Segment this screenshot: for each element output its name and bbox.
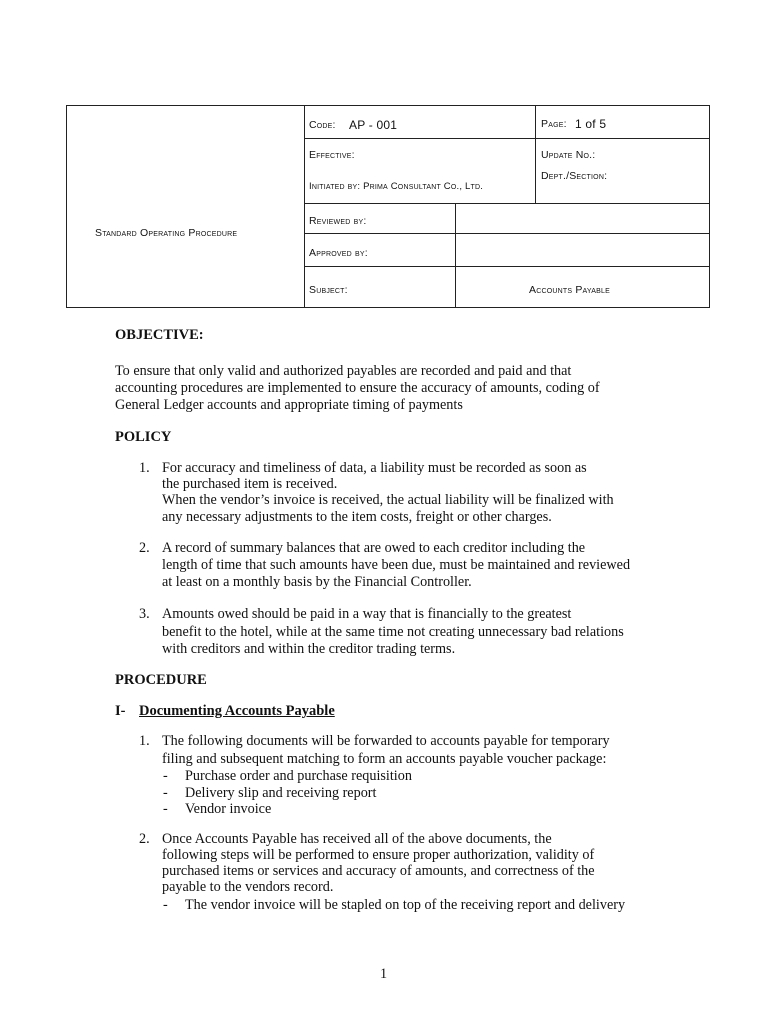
procedure-item-1-bullet-1: Purchase order and purchase requisition — [185, 768, 412, 784]
procedure-item-1-line-1: The following documents will be forwarded to accounts payable for temporary — [162, 733, 610, 749]
sop-title: Standard Operating Procedure — [95, 227, 238, 239]
policy-item-2-line-2: length of time that such amounts have been due, must be maintained and reviewed — [162, 557, 631, 573]
subject-label: Subject: — [309, 284, 348, 296]
objective-heading: OBJECTIVE: — [115, 327, 204, 343]
page-label: Page: — [541, 118, 567, 130]
procedure-heading: PROCEDURE — [115, 672, 207, 688]
policy-heading: POLICY — [115, 429, 172, 445]
policy-item-3-line-2: benefit to the hotel, while at the same time not creating unnecessary bad relations — [162, 624, 624, 640]
policy-item-1-line-4: any necessary adjustments to the item costs, freight or other charges. — [162, 509, 552, 525]
approved-by-label: Approved by: — [309, 247, 368, 259]
procedure-item-2-line-2: following steps will be performed to ensure proper authorization, validity of — [162, 847, 595, 863]
procedure-item-1-number: 1. — [139, 733, 150, 749]
page-value: 1 of 5 — [575, 117, 607, 131]
objective-line-2: accounting procedures are implemented to ensure the accuracy of amounts, coding of — [115, 380, 600, 396]
policy-item-2-line-3: at least on a monthly basis by the Financial Controller. — [162, 574, 472, 590]
code-value: AP - 001 — [349, 118, 398, 132]
section-number: I- — [115, 703, 126, 719]
policy-item-3-number: 3. — [139, 606, 150, 622]
update-no-label: Update No.: — [541, 149, 596, 161]
reviewed-by-label: Reviewed by: — [309, 215, 367, 227]
bullet-dash: - — [163, 801, 168, 817]
initiated-by-label: Initiated by: Prima Consultant Co., Ltd. — [309, 181, 484, 192]
policy-item-2-number: 2. — [139, 540, 150, 556]
policy-item-1-line-3: When the vendor’s invoice is received, the actual liability will be finalized with — [162, 492, 614, 508]
section-title: Documenting Accounts Payable — [139, 703, 335, 719]
bullet-dash: - — [163, 785, 168, 801]
objective-line-1: To ensure that only valid and authorized payables are recorded and paid and that — [115, 363, 572, 379]
procedure-item-1-bullet-2: Delivery slip and receiving report — [185, 785, 377, 801]
subject-value: Accounts Payable — [529, 284, 610, 296]
procedure-item-2-bullet-1: The vendor invoice will be stapled on top of the receiving report and delivery — [185, 897, 626, 913]
bullet-dash: - — [163, 897, 168, 913]
procedure-item-1-line-2: filing and subsequent matching to form an accounts payable voucher package: — [162, 751, 607, 767]
procedure-item-1-bullet-3: Vendor invoice — [185, 801, 272, 817]
policy-item-1-number: 1. — [139, 460, 150, 476]
procedure-item-2-line-3: purchased items or services and accuracy of amounts, and correctness of the — [162, 863, 595, 879]
sop-header-table — [66, 105, 710, 308]
policy-item-2-line-1: A record of summary balances that are owed to each creditor including the — [162, 540, 586, 556]
objective-line-3: General Ledger accounts and appropriate timing of payments — [115, 397, 463, 413]
policy-item-3-line-1: Amounts owed should be paid in a way that is financially to the greatest — [162, 606, 572, 622]
dept-section-label: Dept./Section: — [541, 170, 608, 182]
policy-item-3-line-3: with creditors and within the creditor trading terms. — [162, 641, 456, 657]
policy-item-1-line-2: the purchased item is received. — [162, 476, 338, 492]
policy-item-1-line-1: For accuracy and timeliness of data, a liability must be recorded as soon as — [162, 460, 587, 476]
procedure-item-2-line-4: payable to the vendors record. — [162, 879, 334, 895]
page-number: 1 — [380, 966, 388, 982]
effective-label: Effective: — [309, 149, 355, 161]
code-label: Code: — [309, 119, 336, 131]
procedure-item-2-number: 2. — [139, 831, 150, 847]
procedure-item-2-line-1: Once Accounts Payable has received all of the above documents, the — [162, 831, 552, 847]
bullet-dash: - — [163, 768, 168, 784]
